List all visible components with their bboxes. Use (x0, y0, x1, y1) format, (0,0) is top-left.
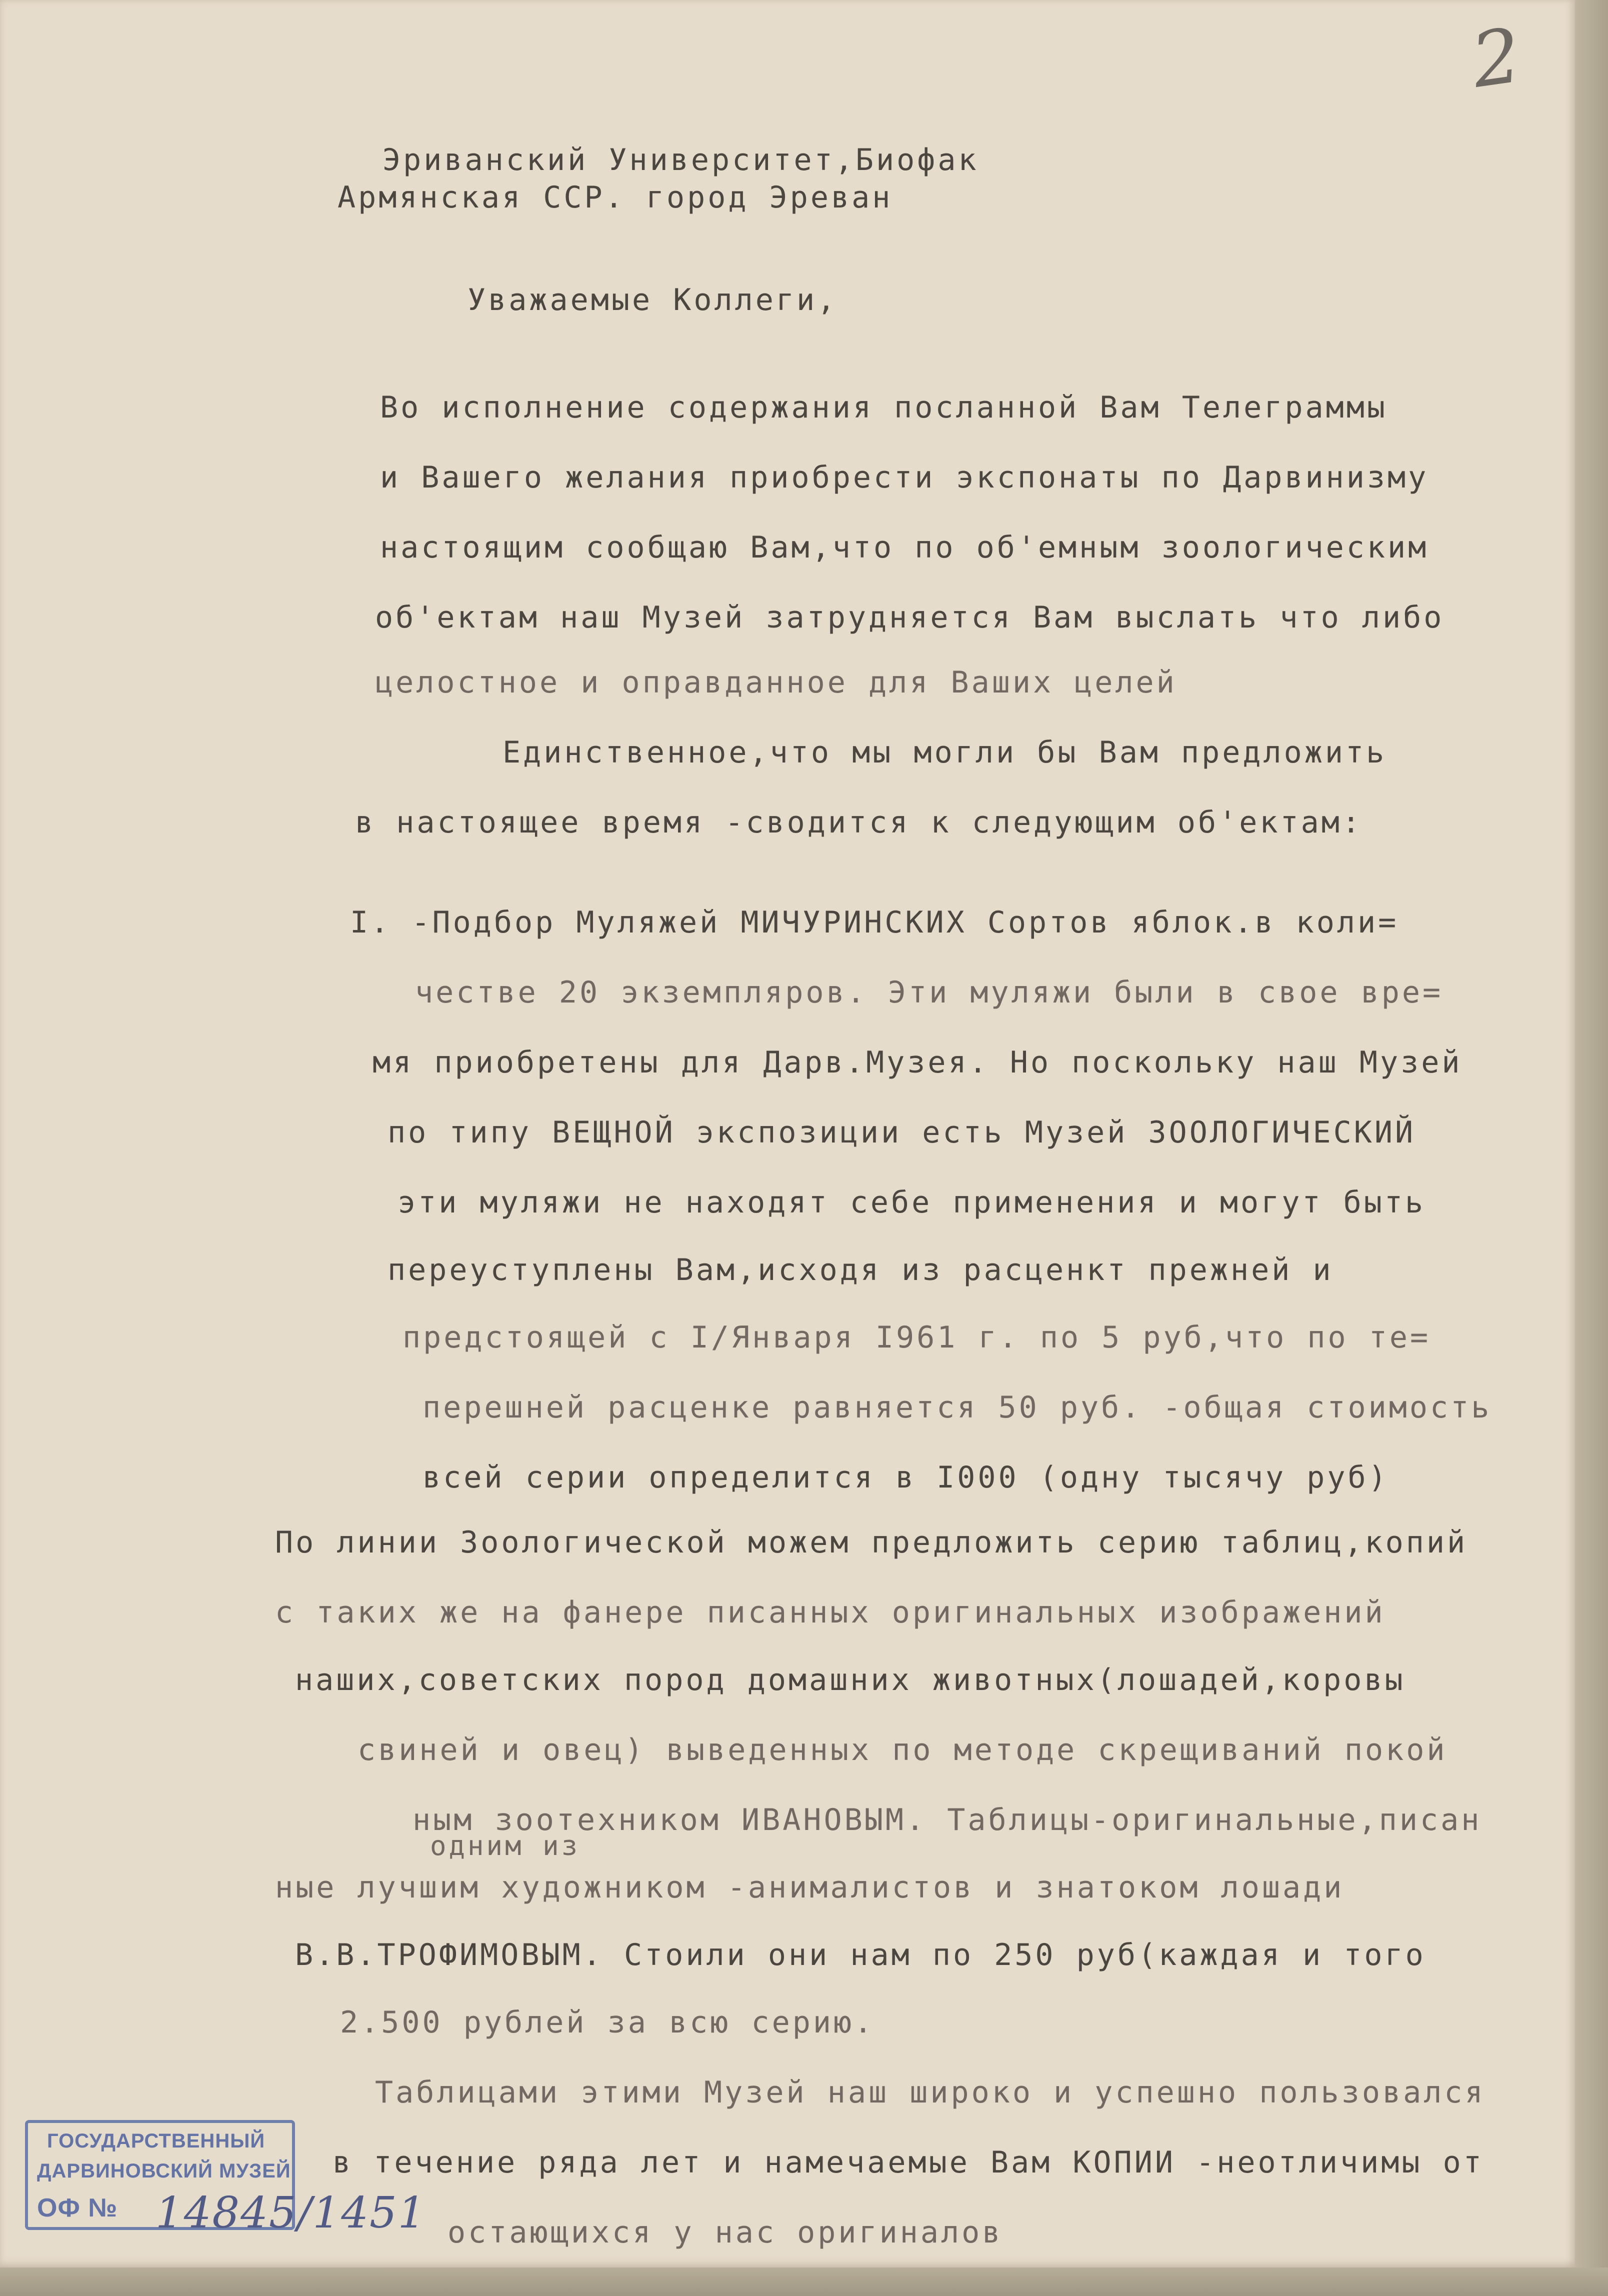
letter-line: Уважаемые Коллеги, (468, 282, 838, 318)
letter-line: Армянская ССР. город Эреван (338, 180, 893, 215)
letter-line: по типу ВЕЩНОЙ экспозиции есть Музей ЗООЛОГИЧЕСКИЙ (388, 1115, 1416, 1150)
page-number: 2 (1466, 12, 1526, 105)
letter-line: перешней расценке равняется 50 руб. -общая стоимость (422, 1390, 1492, 1425)
letter-line: остающихся у нас оригиналов (448, 2215, 1003, 2250)
letter-line: 2.500 рублей за всю серию. (340, 2005, 875, 2040)
stamp-number-label: ОФ № (37, 2194, 118, 2222)
letter-line: Эриванский Университет,Биофак (382, 142, 979, 178)
letter-line: В.В.ТРОФИМОВЫМ. Стоили они нам по 250 руб(каждая и того (295, 1938, 1426, 1972)
letter-line: По линии Зоологической можем предложить серию таблиц,копий (275, 1525, 1468, 1560)
letter-line: переуступлены Вам,исходя из расценкт прежней и (388, 1252, 1334, 1288)
letter-line: наших,советских пород домашних животных(лошадей,коровы (295, 1662, 1406, 1698)
letter-line: ным зоотехником ИВАНОВЫМ. Таблицы-оригинальные,писан (412, 1802, 1482, 1838)
stamp-museum-line: ДАРВИНОВСКИЙ МУЗЕЙ (37, 2160, 291, 2182)
letter-line: Таблицами этими Музей наш широко и успешно пользовался (375, 2075, 1486, 2110)
letter-line: и Вашего желания приобрести экспонаты по Дарвинизму (380, 460, 1429, 495)
letter-line-insert: одним из (430, 1830, 580, 1862)
letter-line: Во исполнение содержания посланной Вам Телеграммы (380, 390, 1388, 425)
stamp-title-line: ГОСУДАРСТВЕННЫЙ (47, 2130, 266, 2152)
letter-line: ные лучшим художником -анималистов и знатоком лошади (275, 1870, 1344, 1905)
paper-edge-right (1575, 0, 1608, 2296)
paper-edge-bottom (0, 2268, 1608, 2296)
letter-line: об'ектам наш Музей затрудняется Вам выслать что либо (375, 600, 1444, 635)
letter-line: целостное и оправданное для Ваших целей (375, 665, 1177, 700)
letter-line: мя приобретены для Дарв.Музея. Но поскольку наш Музей (372, 1045, 1462, 1080)
letter-line: предстоящей с I/Января I961 г. по 5 руб,что по те= (402, 1320, 1431, 1355)
letter-line: настоящим сообщаю Вам,что по об'емным зоологическим (380, 530, 1429, 565)
letter-line: в настоящее время -сводится к следующим об'ектам: (355, 805, 1363, 840)
letter-line: свиней и овец) выведенных по методе скрещиваний покой (358, 1732, 1448, 1768)
letter-line: в течение ряда лет и намечаемые Вам КОПИИ -неотличимы от (332, 2145, 1484, 2180)
museum-stamp (25, 2120, 426, 2238)
letter-line: Единственное,что мы могли бы Вам предложить (502, 735, 1387, 770)
letter-line: с таких же на фанере писанных оригинальных изображений (275, 1595, 1386, 1630)
letter-line: всей серии определится в I000 (одну тысячу руб) (422, 1460, 1389, 1495)
letter-line: честве 20 экземпляров. Эти муляжи были в свое вре= (415, 975, 1444, 1010)
stamp-inventory-number: 14845/1451 (156, 2188, 426, 2238)
letter-line: эти муляжи не находят себе применения и могут быть (398, 1185, 1426, 1220)
letter-line: I. -Подбор Муляжей МИЧУРИНСКИХ Сортов яблок.в коли= (350, 905, 1399, 940)
